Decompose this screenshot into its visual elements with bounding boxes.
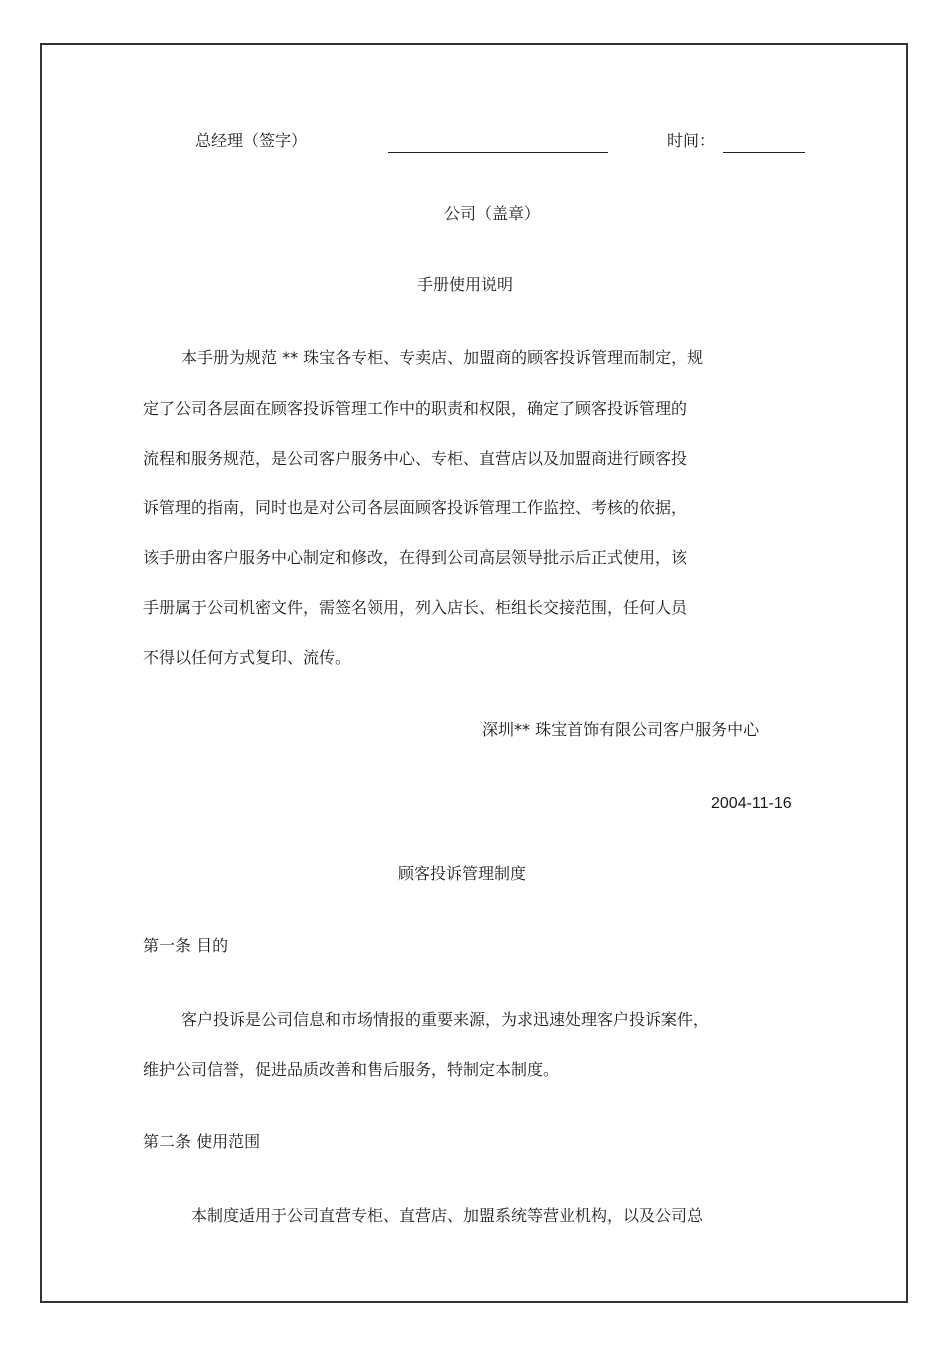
article-2-heading: 第二条 使用范围 (143, 1132, 261, 1151)
article-1-heading: 第一条 目的 (143, 936, 229, 955)
article-1-line: 客户投诉是公司信息和市场情报的重要来源，为求迅速处理客户投诉案件， (181, 1010, 710, 1029)
paragraph-line: 流程和服务规范，是公司客户服务中心、专柜、直营店以及加盟商进行顾客投 (143, 449, 688, 468)
paragraph-line: 不得以任何方式复印、流传。 (143, 648, 352, 667)
paragraph-line: 该手册由客户服务中心制定和修改，在得到公司高层领导批示后正式使用，该 (143, 548, 688, 567)
article-2-line: 本制度适用于公司直营专柜、直营店、加盟系统等营业机构，以及公司总 (191, 1206, 704, 1225)
company-stamp-label: 公司（盖章） (444, 204, 541, 223)
manual-title: 手册使用说明 (417, 275, 514, 294)
time-line (723, 152, 805, 153)
manager-signature-line (388, 152, 608, 153)
page-frame (40, 43, 908, 1303)
paragraph-line: 手册属于公司机密文件，需签名领用，列入店长、柜组长交接范围，任何人员 (143, 598, 688, 617)
issue-date: 2004-11-16 (711, 795, 792, 812)
regulation-title: 顾客投诉管理制度 (398, 864, 527, 883)
paragraph-line: 本手册为规范 ** 珠宝各专柜、专卖店、加盟商的顾客投诉管理而制定，规 (181, 348, 704, 367)
time-label: 时间： (667, 131, 716, 150)
article-1-line: 维护公司信誉，促进品质改善和售后服务，特制定本制度。 (143, 1060, 560, 1079)
manager-signature-label: 总经理（签字） (195, 131, 308, 150)
paragraph-line: 诉管理的指南，同时也是对公司各层面顾客投诉管理工作监控、考核的依据， (143, 498, 688, 517)
issuer-name: 深圳** 珠宝首饰有限公司客户服务中心 (482, 720, 760, 739)
paragraph-line: 定了公司各层面在顾客投诉管理工作中的职责和权限，确定了顾客投诉管理的 (143, 399, 688, 418)
